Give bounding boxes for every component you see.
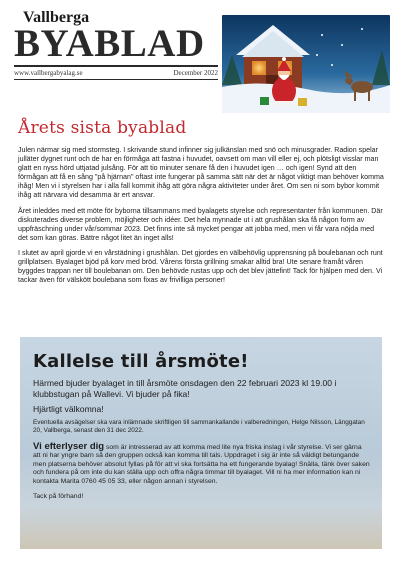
callout-welcome: Hjärtligt välkomna! — [33, 404, 104, 414]
masthead-village-name: Vallberga — [23, 9, 90, 26]
article-paragraph: Julen närmar sig med stormsteg. I skrivande stund infinner sig julkänslan med snö och minusgrader. Radion spelar julläter dygnet runt och de har en förmåga att fastna i huvudet, oavsett om man vill eller ej, och plötsligt visslar man glatt en nyss hörd uttjatad julsång. För att tio minuter senare få den i huvudet igen … och igen! Synd att den förmågan att få en sång "på hjärnan" oftast inte fungerar på samma sätt när det är något viktigt man behöver komma ihåg! Men vi i styrelsen har i alla fall kommit ihåg att göra några aktiviteter under året. Om sen ni som bybor kommit ihåg att närvara vid desamma är ert ansvar. — [18, 146, 384, 200]
masthead-title: BYABLAD — [14, 22, 205, 65]
callout-wanted-heading: Vi efterlyser dig — [33, 440, 105, 452]
christmas-photo — [222, 15, 390, 113]
callout-wanted — [33, 440, 370, 487]
masthead — [14, 10, 218, 80]
callout-title: Kallelse till årsmöte! — [33, 351, 249, 372]
article-headline: Årets sista byablad — [18, 118, 187, 138]
callout-motions-note: Eventuella avsägelser ska vara inlämnade skriftligen till sammankallande i valberedningen, Helge Nilsson, Länggatan 20, Vallberga, senast den 31 dec 2022. — [33, 419, 365, 435]
masthead-website[interactable]: www.vallbergabyalag.se — [14, 69, 83, 77]
santa-cottage-image — [222, 15, 390, 113]
callout-wanted-text: som är intresserad av att komma med lite nya friska inslag i vår styrelse. Vi ser gärna att ni har yngre barn så den gruppen också kan komma till tals. Uppdraget i sig är inte så väldigt betungande men platserna behöver absolut fyllas på för att vi ska fortsätta ha ett fungerande byalag! Snälla, tänk över saken och fundera på om inte du kan ställa upp och offra några timmar till byalaget. Vill ni ha mer information kan ni kontakta Marita 0760 45 05 33, eller någon annan i styrelsen. — [33, 443, 370, 485]
callout-invitation: Härmed bjuder byalaget in till årsmöte onsdagen den 22 februari 2023 kl 19.00 i klubbstugan på Wallevi. Vi bjuder på fika! — [33, 378, 337, 399]
article-body — [18, 146, 384, 291]
article-paragraph: Året inleddes med ett möte för byborna tillsammans med byalagets styrelse och representanter från kommunen. Där diskuterades diverse problem, möjligheter och idéer. Det hela mynnade ut i att grushålan ska få någon form av uppfräschning under vår/sommar 2023. Det finns inte så mycket pengar att jobba med, men vi får vara nöjda med det som kan göras. Bättre något litet än inget alls! — [18, 206, 383, 242]
annual-meeting-callout — [20, 337, 382, 549]
masthead-info-row — [14, 69, 218, 77]
masthead-issue-date: December 2022 — [173, 69, 218, 77]
callout-thanks: Tack på förhand! — [33, 492, 84, 500]
masthead-rule — [14, 65, 218, 67]
masthead-rule-bottom — [14, 79, 218, 80]
article-paragraph: I slutet av april gjorde vi en vårstädning i grushålan. Det gjordes en välbehövlig upprensning på boulebanan och runt grillplatsen. Byalaget bjöd på korv med bröd. Vårens första grillning smakar alltid bra! Ute senare framåt våren byggdes trappan ner till boulebanan om. Den behövde rustas upp och det blev jättefint! Tack för hjälpen med den. Vi tackar även för välskött boulebana som fixas av frivilliga personer! — [18, 248, 383, 285]
